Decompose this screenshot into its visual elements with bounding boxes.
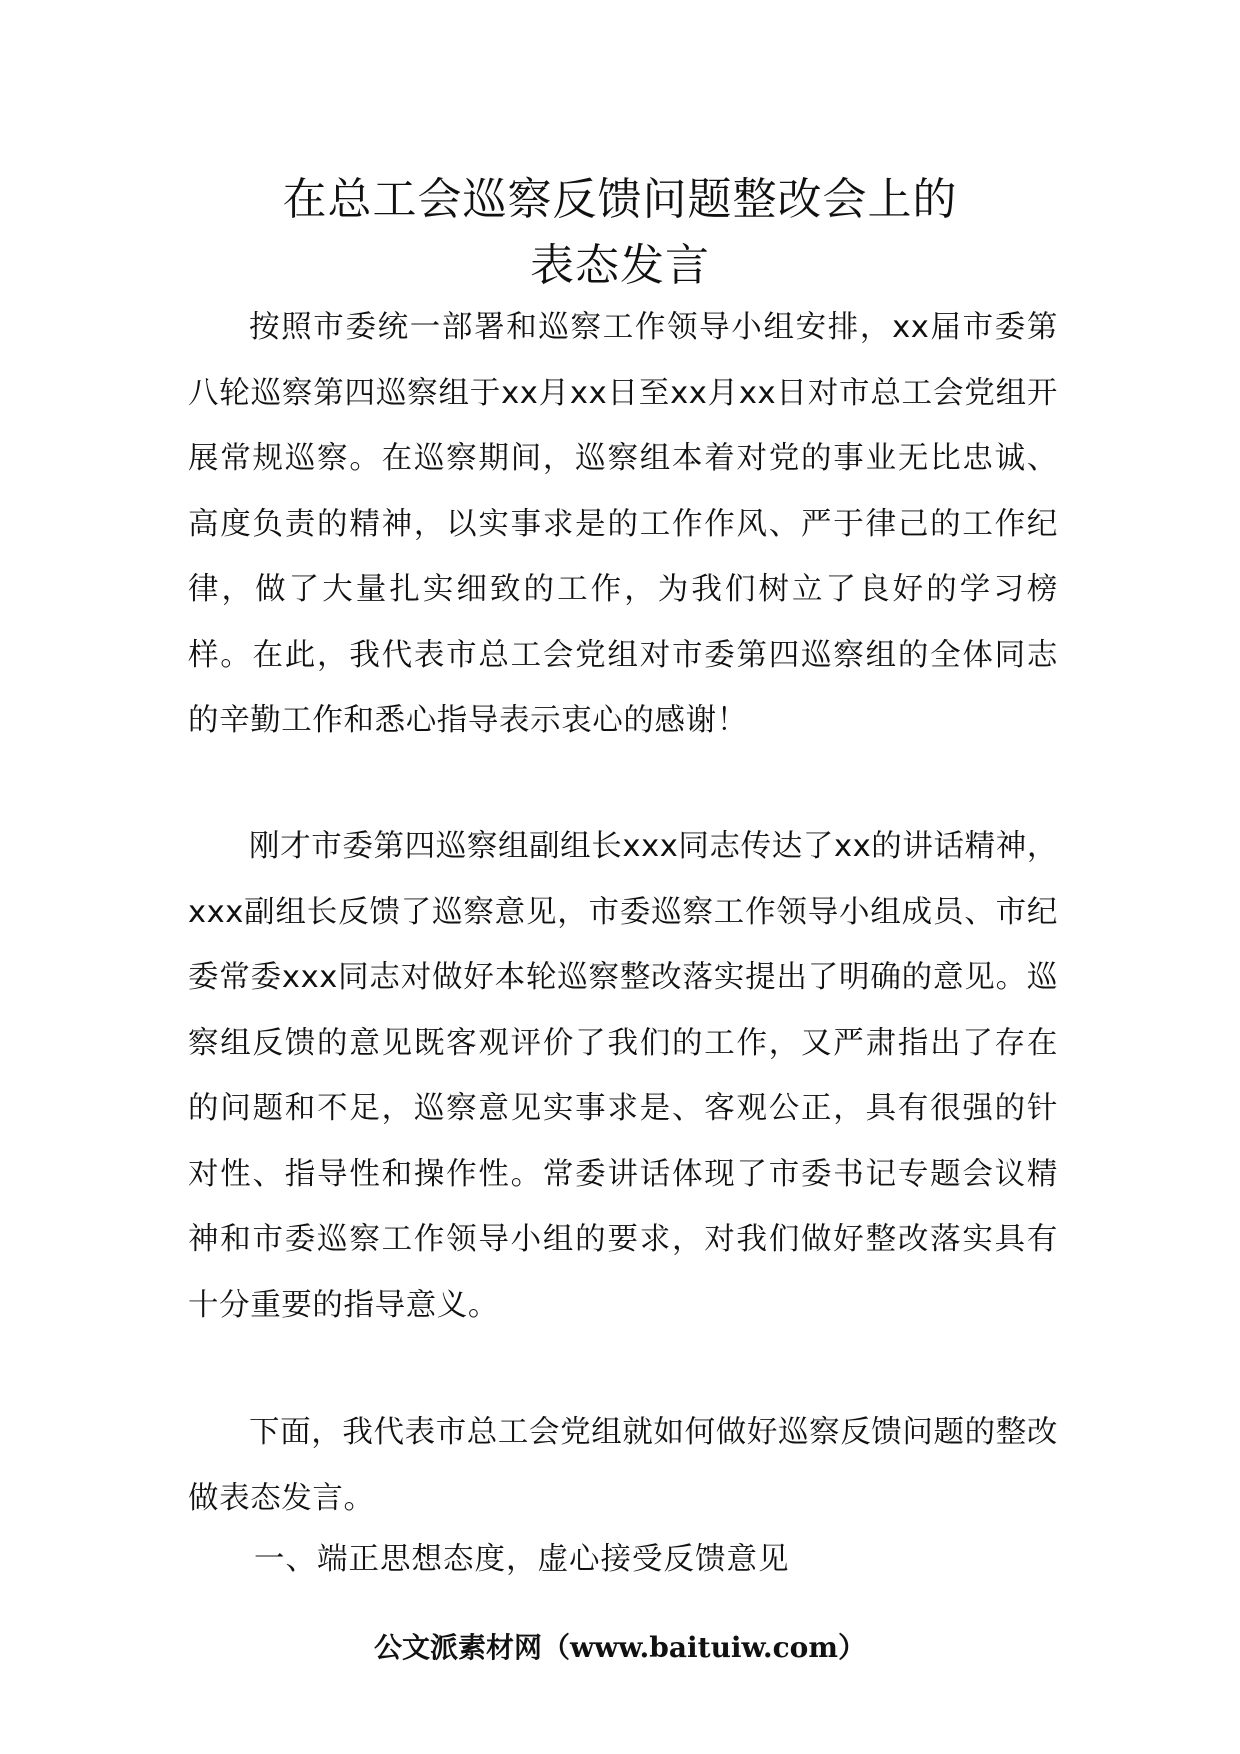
page-title: 在总工会巡察反馈问题整改会上的 xyxy=(282,174,958,225)
paragraph-3: 下面，我代表市总工会党组就如何做好巡察反馈问题的整改做表态发言。 xyxy=(188,1415,1058,1516)
paragraph-1: 按照市委统一部署和巡察工作领导小组安排，xx届市委第八轮巡察第四巡察组于xx月xx日至xx月xx日对市总工会党组开展常规巡察。在巡察期间，巡察组本着对党的事业无比忠诚、高度负责的精神，以实事求是的工作作风、严于律己的工作纪律，做了大量扎实细致的工作，为我们树立了良好的学习榜样。在此，我代表市总工会党组对市委第四巡察组的全体同志的辛勤工作和悉心指导表示衷心的感谢！ xyxy=(188,310,1058,738)
paragraph-2: 刚才市委第四巡察组副组长xxx同志传达了xx的讲话精神，xxx副组长反馈了巡察意见，市委巡察工作领导小组成员、市纪委常委xxx同志对做好本轮巡察整改落实提出了明确的意见。巡察组反馈的意见既客观评价了我们的工作，又严肃指出了存在的问题和不足，巡察意见实事求是、客观公正，具有很强的针对性、指导性和操作性。常委讲话体现了市委书记专题会议精神和市委巡察工作领导小组的要求，对我们做好整改落实具有十分重要的指导意义。 xyxy=(188,829,1058,1323)
section-heading-1: 一、端正思想态度，虚心接受反馈意见 xyxy=(254,1542,790,1577)
page-title-continued: 表态发言 xyxy=(530,240,710,291)
footer-source-line: 公文派素材网（www.baituiw.com） xyxy=(374,1631,866,1664)
